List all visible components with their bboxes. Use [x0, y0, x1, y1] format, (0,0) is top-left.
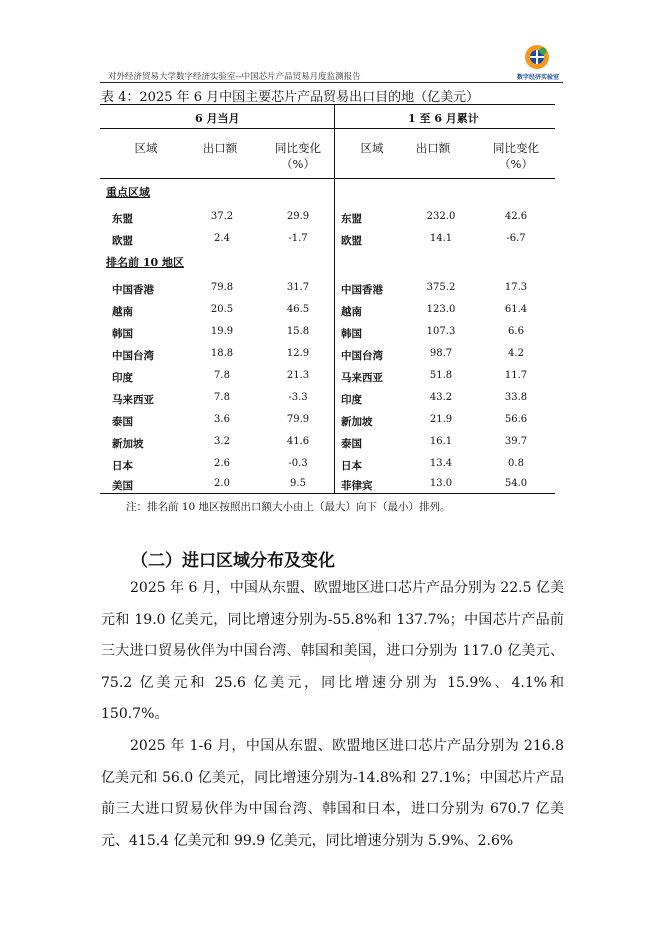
- table-row-right-value: 14.1: [429, 233, 453, 244]
- col-yoy-right-line2: （%）: [499, 157, 533, 171]
- table-row-right-value: 123.0: [426, 304, 456, 315]
- section-key-regions: 重点区域: [106, 186, 150, 199]
- table-row-left-yoy: -0.3: [288, 458, 308, 469]
- table-row-right-name: 日本: [341, 460, 362, 472]
- table-row-right-yoy: 56.6: [504, 414, 528, 425]
- table-row-left-yoy: 15.8: [286, 326, 310, 337]
- logo-globe-icon: [524, 44, 550, 70]
- table-row-left-yoy: -1.7: [288, 233, 308, 244]
- table-row-left-value: 79.8: [210, 282, 234, 293]
- table-caption: 表 4：2025 年 6 月中国主要芯片产品贸易出口目的地（亿美元）: [101, 90, 480, 105]
- table-row-right-name: 菲律宾: [341, 480, 373, 492]
- table-row-right-name: 泰国: [341, 438, 362, 450]
- table-row-right-name: 欧盟: [341, 235, 362, 247]
- table-row-right-value: 16.1: [429, 436, 453, 447]
- table-row-right-name: 印度: [341, 394, 362, 406]
- table-row-right-yoy: 6.6: [508, 326, 524, 337]
- table-row-left-value: 37.2: [210, 211, 234, 222]
- header-rule: [100, 82, 563, 83]
- col-export-left: 出口额: [202, 141, 238, 155]
- table-row-right-value: 375.2: [426, 282, 456, 293]
- col-region-left: 区域: [134, 141, 158, 155]
- table-row-right-value: 98.7: [429, 348, 453, 359]
- col-yoy-left-line2: （%）: [281, 157, 315, 171]
- table-row-left-name: 美国: [112, 480, 133, 492]
- table-row-right-yoy: 17.3: [504, 282, 528, 293]
- table-row-left-name: 越南: [112, 306, 133, 318]
- table-row-left-name: 泰国: [112, 416, 133, 428]
- table-bottom-rule: [100, 493, 555, 494]
- table-row-left-value: 2.4: [214, 233, 230, 244]
- table-row-right-value: 51.8: [429, 370, 453, 381]
- table-row-right-yoy: 11.7: [504, 370, 528, 381]
- table-row-right-yoy: 61.4: [504, 304, 528, 315]
- table-row-right-yoy: 0.8: [508, 458, 524, 469]
- table-row-right-yoy: -6.7: [506, 233, 526, 244]
- table-row-left-yoy: 79.9: [286, 414, 310, 425]
- table-row-right-name: 越南: [341, 306, 362, 318]
- table-row-right-yoy: 54.0: [504, 478, 528, 489]
- table-top-rule: [100, 104, 555, 105]
- table-header-rule: [100, 178, 555, 179]
- table-row-right-value: 13.0: [429, 478, 453, 489]
- section-top10: 排名前 10 地区: [106, 256, 184, 269]
- right-group-header: 1 至 6 月累计: [408, 112, 479, 125]
- table-row-left-name: 马来西亚: [112, 394, 154, 406]
- section-heading: （二）进口区域分布及变化: [131, 551, 335, 571]
- table-row-left-yoy: 12.9: [286, 348, 310, 359]
- col-yoy-left-line1: 同比变化: [275, 141, 321, 155]
- table-row-right-value: 43.2: [429, 392, 453, 403]
- table-row-right-name: 新加坡: [341, 416, 373, 428]
- table-row-left-name: 韩国: [112, 328, 133, 340]
- table-row-left-yoy: 21.3: [286, 370, 310, 381]
- table-row-right-name: 马来西亚: [341, 372, 383, 384]
- left-group-header: 6 月当月: [195, 112, 240, 125]
- logo-text: 数字经济实验室: [516, 74, 559, 81]
- table-row-left-yoy: 9.5: [290, 478, 306, 489]
- col-region-right: 区域: [360, 141, 384, 155]
- paragraph-jan-june: 2025 年 1-6 月，中国从东盟、欧盟地区进口芯片产品分别为 216.8 亿美元和 56.0 亿美元，同比增速分别为-14.8%和 27.1%；中国芯片产品前三大进口贸易伙伴为中国台湾、韩国和日本，进口分别为 670.7 亿美元、415.4 亿美元和 99.9 亿美元，同比增速分别为 5.9%、2.6%: [101, 738, 564, 849]
- table-row-right-value: 21.9: [429, 414, 453, 425]
- lab-logo: [506, 44, 570, 84]
- table-row-left-value: 7.8: [214, 392, 230, 403]
- paragraph-june: 2025 年 6 月，中国从东盟、欧盟地区进口芯片产品分别为 22.5 亿美元和 19.0 亿美元，同比增速分别为-55.8%和 137.7%；中国芯片产品前三大进口贸易伙伴为中国台湾、韩国和美国，进口分别为 117.0 亿美元、75.2 亿美元和 25.6 亿美元，同比增速分别为 15.9%、4.1%和 150.7%。: [101, 580, 564, 722]
- table-row-left-name: 日本: [112, 460, 133, 472]
- col-yoy-left: [268, 140, 328, 172]
- table-row-right-value: 232.0: [426, 211, 456, 222]
- table-row-left-value: 3.6: [214, 414, 230, 425]
- table-row-right-yoy: 42.6: [504, 211, 528, 222]
- table-row-right-name: 中国台湾: [341, 350, 383, 362]
- table-row-left-value: 2.6: [214, 458, 230, 469]
- table-row-left-name: 中国台湾: [112, 350, 154, 362]
- table-row-left-value: 2.0: [214, 478, 230, 489]
- table-row-right-yoy: 4.2: [508, 348, 524, 359]
- table-row-right-name: 中国香港: [341, 284, 383, 296]
- table-row-left-value: 20.5: [210, 304, 234, 315]
- table-row-left-name: 欧盟: [112, 235, 133, 247]
- table-row-right-name: 韩国: [341, 328, 362, 340]
- table-row-left-value: 18.8: [210, 348, 234, 359]
- table-row-left-yoy: 31.7: [286, 282, 310, 293]
- table-row-left-name: 印度: [112, 372, 133, 384]
- table-divider: [334, 105, 335, 493]
- table-row-left-yoy: -3.3: [288, 392, 308, 403]
- table-row-left-yoy: 41.6: [286, 436, 310, 447]
- table-row-left-name: 新加坡: [112, 438, 144, 450]
- table-row-left-name: 东盟: [112, 213, 133, 225]
- table-row-left-yoy: 29.9: [286, 211, 310, 222]
- table-row-left-value: 7.8: [214, 370, 230, 381]
- col-yoy-right: [486, 140, 546, 172]
- table-row-left-value: 19.9: [210, 326, 234, 337]
- table-row-left-value: 3.2: [214, 436, 230, 447]
- table-row-right-name: 东盟: [341, 213, 362, 225]
- col-export-right: 出口额: [415, 141, 451, 155]
- table-group-rule: [100, 128, 555, 129]
- col-yoy-right-line1: 同比变化: [493, 141, 539, 155]
- table-row-left-yoy: 46.5: [286, 304, 310, 315]
- table-row-right-yoy: 33.8: [504, 392, 528, 403]
- table-row-right-value: 13.4: [429, 458, 453, 469]
- report-header: 对外经济贸易大学数字经济实验室--中国芯片产品贸易月度监测报告: [108, 72, 361, 82]
- table-note: 注：排名前 10 地区按照出口额大小由上（最大）向下（最小）排列。: [126, 501, 451, 513]
- table-row-right-yoy: 39.7: [504, 436, 528, 447]
- table-row-right-value: 107.3: [426, 326, 456, 337]
- table-row-left-name: 中国香港: [112, 284, 154, 296]
